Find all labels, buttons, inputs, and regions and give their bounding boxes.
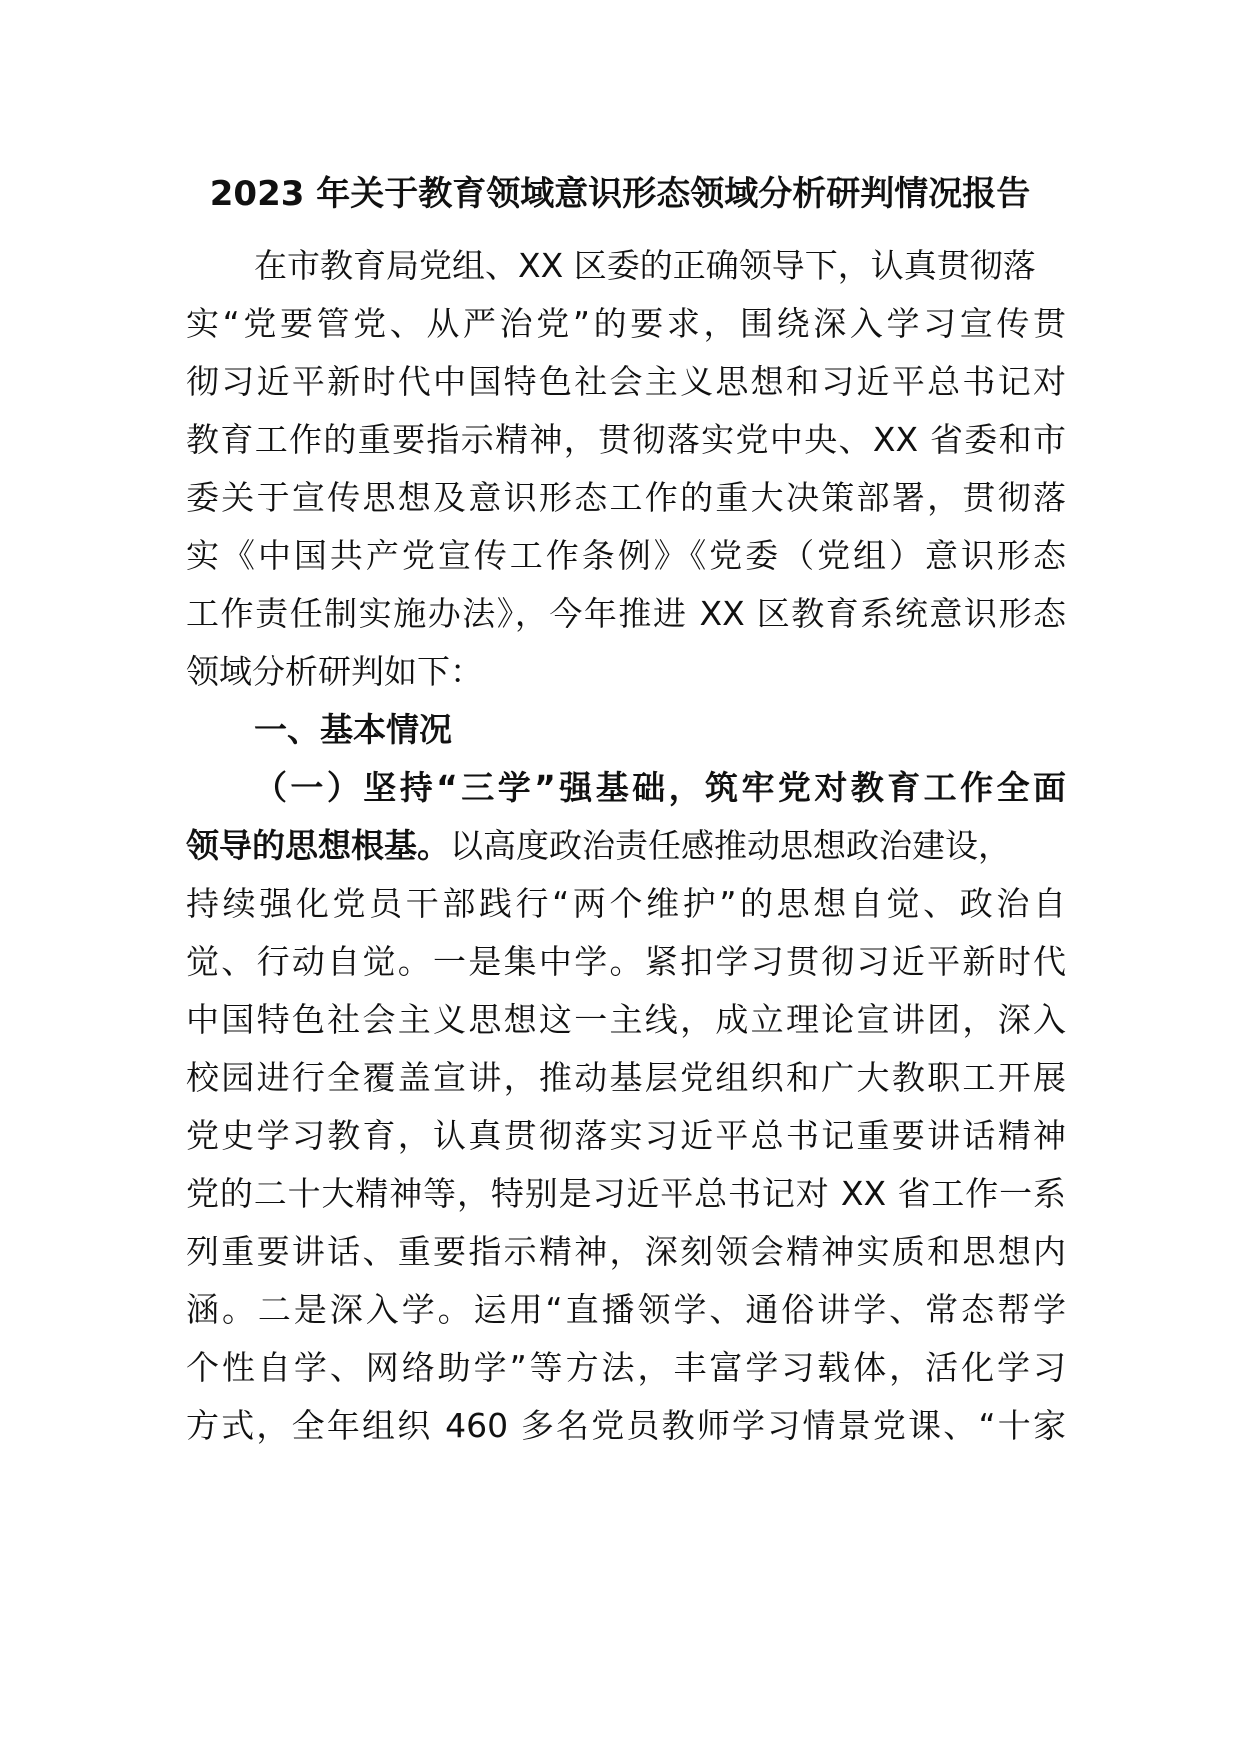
- subsection-heading: （一）坚持“三学”强基础，筑牢党对教育工作全面: [254, 768, 1066, 807]
- paragraph-line: 方式，全年组织 460 多名党员教师学习情景党课、“十家: [186, 1406, 1066, 1445]
- paragraph-line: 觉、行动自觉。一是集中学。紧扣学习贯彻习近平新时代: [186, 942, 1066, 981]
- paragraph-line-mixed: [186, 822, 1066, 870]
- paragraph-text: 以高度政治责任感推动思想政治建设，: [450, 826, 1011, 865]
- paragraph-line: 校园进行全覆盖宣讲，推动基层党组织和广大教职工开展: [186, 1058, 1066, 1097]
- paragraph-line: 委关于宣传思想及意识形态工作的重大决策部署，贯彻落: [186, 478, 1066, 517]
- paragraph-line: 实《中国共产党宣传工作条例》《党委（党组）意识形态: [186, 536, 1066, 575]
- paragraph-line: 党史学习教育，认真贯彻落实习近平总书记重要讲话精神: [186, 1116, 1066, 1155]
- paragraph-line: 教育工作的重要指示精神，贯彻落实党中央、XX 省委和市: [186, 420, 1066, 459]
- paragraph-line: 持续强化党员干部践行“两个维护”的思想自觉、政治自: [186, 884, 1066, 923]
- paragraph-line: 列重要讲话、重要指示精神，深刻领会精神实质和思想内: [186, 1232, 1066, 1271]
- paragraph-line: 实“党要管党、从严治党”的要求，围绕深入学习宣传贯: [186, 304, 1066, 343]
- paragraph-line: 工作责任制实施办法》，今年推进 XX 区教育系统意识形态: [186, 594, 1066, 633]
- paragraph-line: 领域分析研判如下：: [186, 652, 483, 691]
- paragraph-line: 中国特色社会主义思想这一主线，成立理论宣讲团，深入: [186, 1000, 1066, 1039]
- subsection-heading-continued: 领导的思想根基。: [186, 826, 450, 865]
- paragraph-line: 彻习近平新时代中国特色社会主义思想和习近平总书记对: [186, 362, 1066, 401]
- paragraph-line: 涵。二是深入学。运用“直播领学、通俗讲学、常态帮学: [186, 1290, 1066, 1329]
- document-title: 2023 年关于教育领域意识形态领域分析研判情况报告: [209, 174, 1031, 214]
- paragraph-line: 党的二十大精神等，特别是习近平总书记对 XX 省工作一系: [186, 1174, 1066, 1213]
- section-heading: 一、基本情况: [254, 710, 452, 749]
- paragraph-line: 在市教育局党组、XX 区委的正确领导下，认真贯彻落: [254, 246, 1036, 285]
- paragraph-line: 个性自学、网络助学”等方法，丰富学习载体，活化学习: [186, 1348, 1066, 1387]
